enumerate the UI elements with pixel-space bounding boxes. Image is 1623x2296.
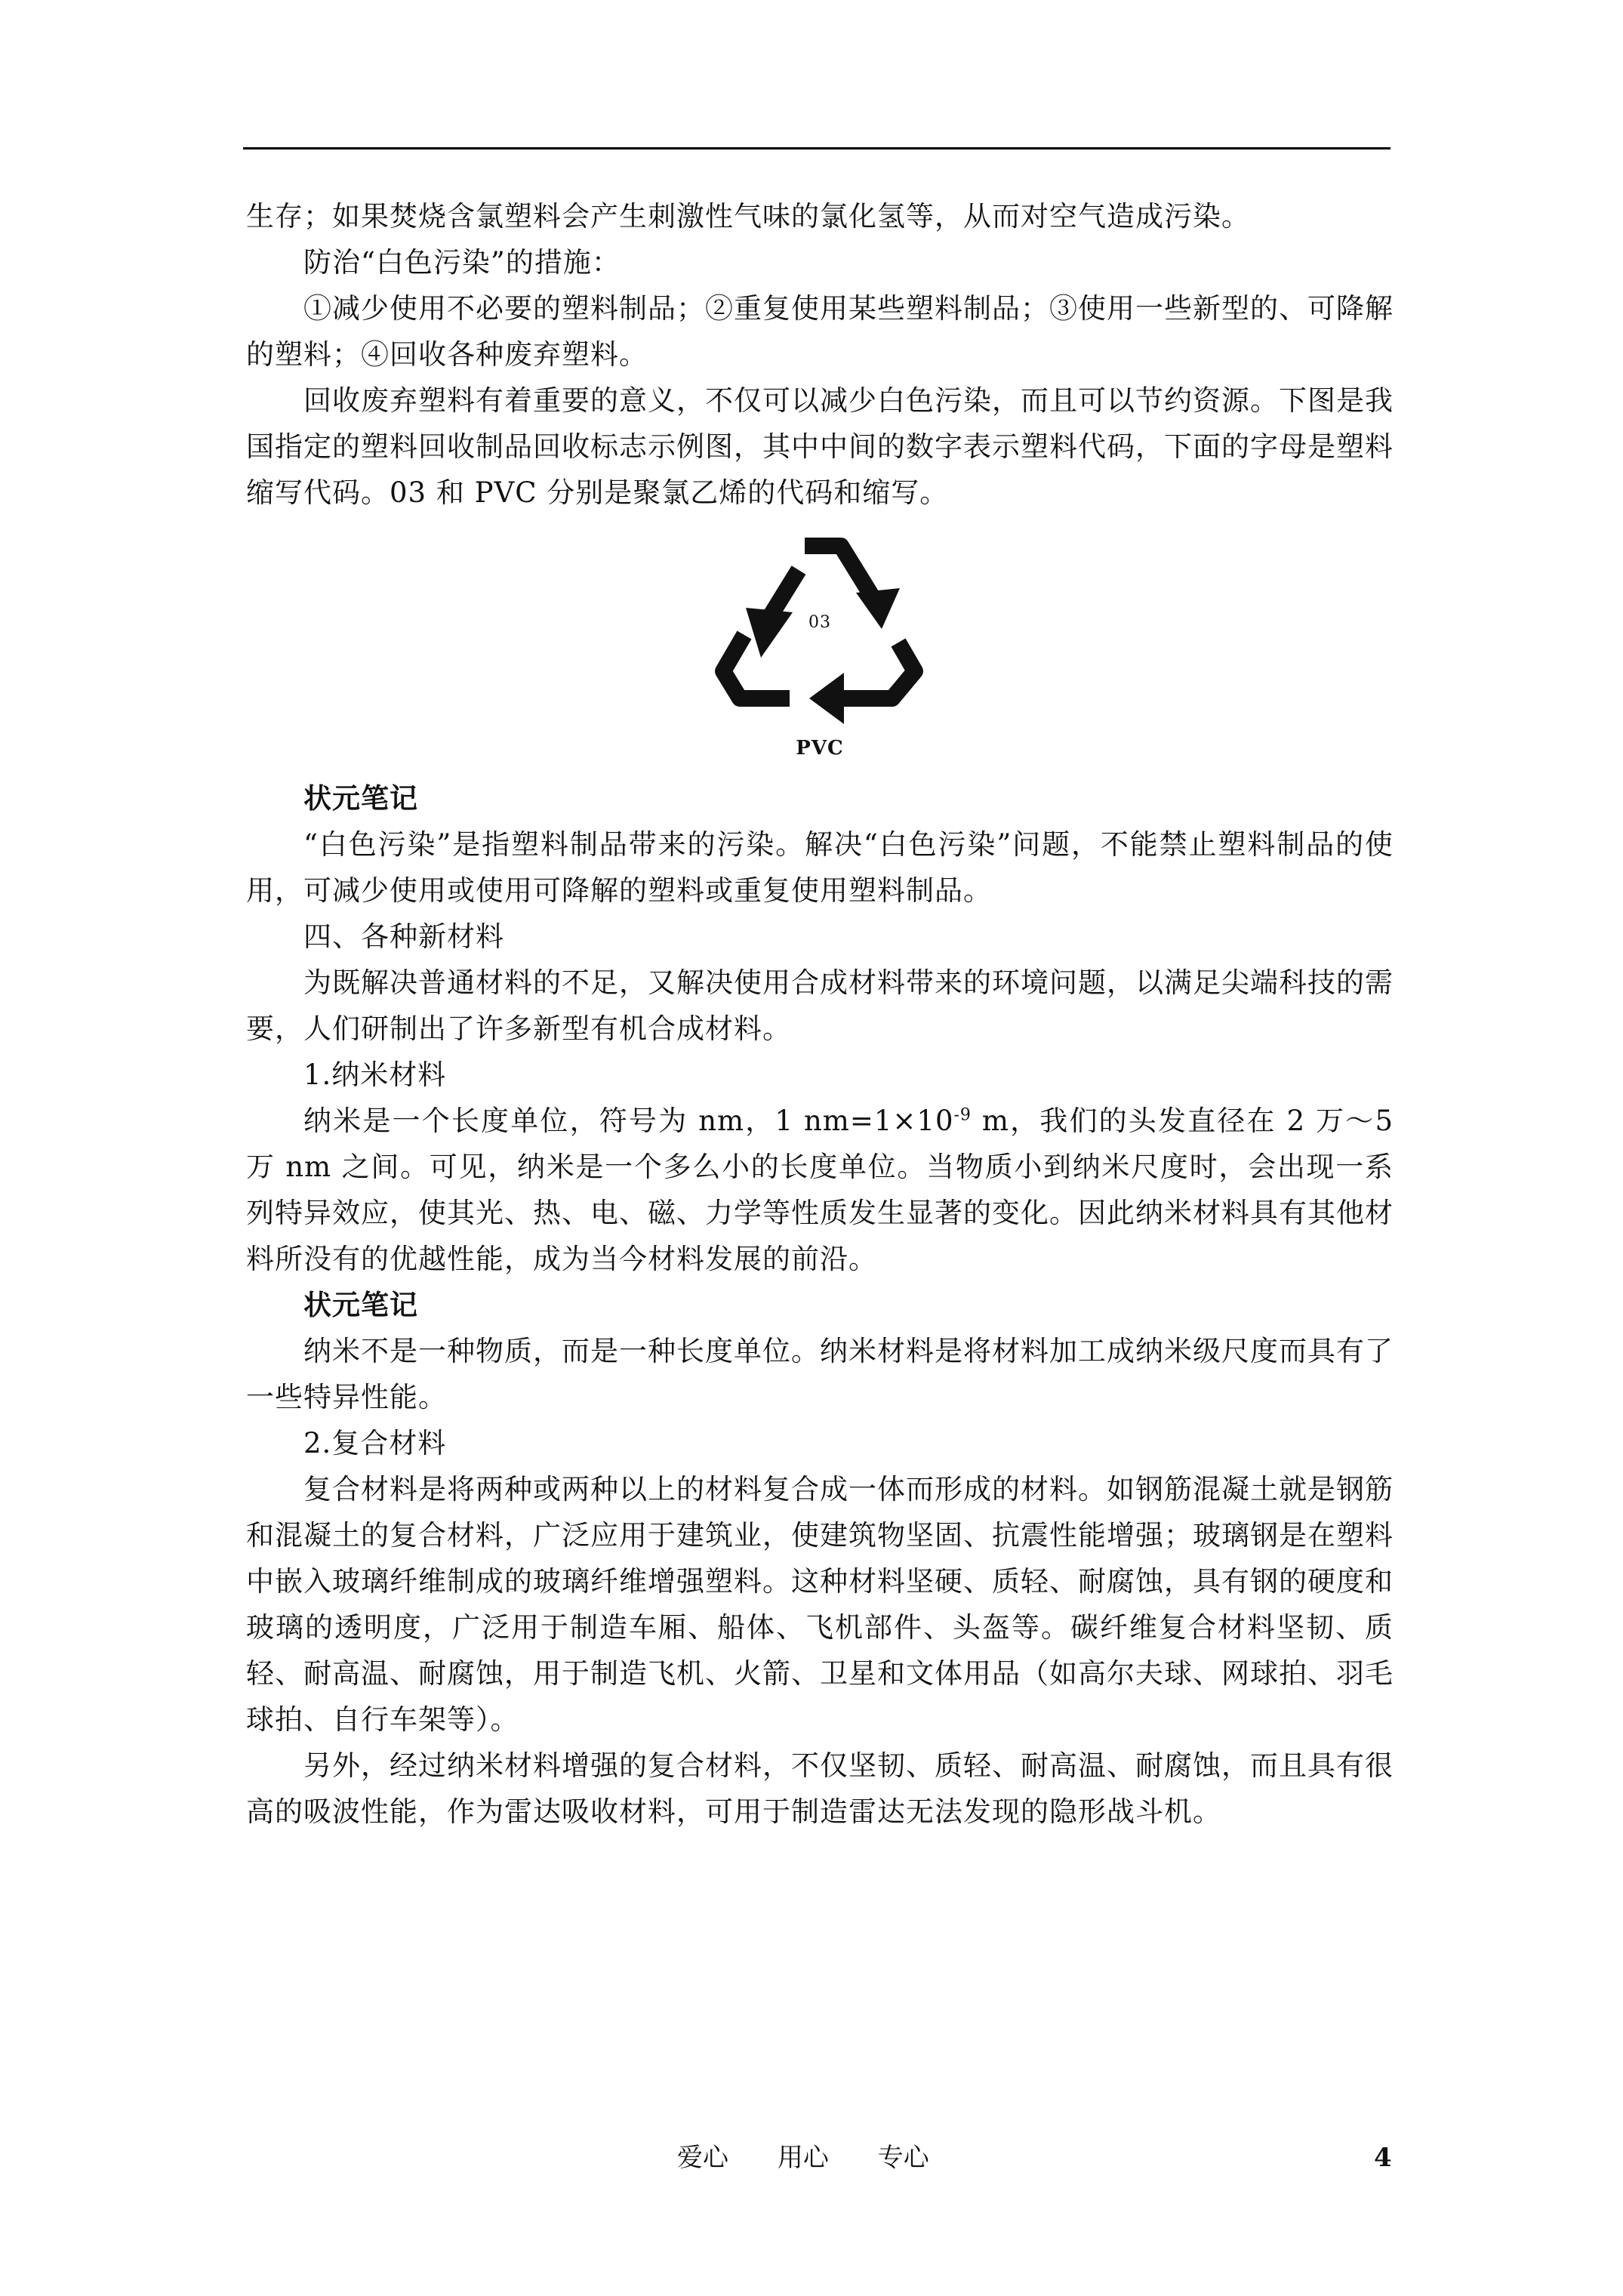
- paragraph-measures-heading: 防治“白色污染”的措施：: [303, 246, 621, 279]
- paragraph-continued: 生存；如果焚烧含氯塑料会产生刺激性气味的氯化氢等，从而对空气造成污染。: [246, 200, 1250, 233]
- composite-heading: 2.复合材料: [303, 1427, 447, 1459]
- note-text: “白色污染”是指塑料制品带来的污染。解决“白色污染”问题，不能禁止塑料制品的使用，可减少使用或使用可降解的塑料或重复使用塑料制品。: [246, 828, 1394, 907]
- note-text: 纳米不是一种物质，而是一种长度单位。纳米材料是将材料加工成纳米级尺度而具有了一些特异性能。: [246, 1335, 1394, 1413]
- recycling-figure: [246, 516, 1394, 775]
- composite-paragraph: 复合材料是将两种或两种以上的材料复合成一体而形成的材料。如钢筋混凝土就是钢筋和混凝土的复合材料，广泛应用于建筑业，使建筑物坚固、抗震性能增强；玻璃钢是在塑料中嵌入玻璃纤维制成的玻璃纤维增强塑料。这种材料坚硬、质轻、耐腐蚀，具有钢的硬度和玻璃的透明度，广泛用于制造车厢、船体、飞机部件、头盔等。碳纤维复合材料坚韧、质轻、耐高温、耐腐蚀，用于制造飞机、火箭、卫星和文体用品（如高尔夫球、网球拍、羽毛球拍、自行车架等）。: [246, 1473, 1394, 1736]
- plastic-abbr: PVC: [796, 737, 844, 760]
- page-number: 4: [1374, 2143, 1392, 2173]
- section-heading: 四、各种新材料: [303, 920, 504, 953]
- nano-exponent: -9: [953, 1105, 972, 1125]
- paragraph-measures-list: ①减少使用不必要的塑料制品；②重复使用某些塑料制品；③使用一些新型的、可降解的塑料；④回收各种废弃塑料。: [246, 292, 1394, 371]
- header-rule: [243, 147, 1390, 149]
- recycling-triangle-icon: [714, 523, 925, 765]
- nano-text-part1: 纳米是一个长度单位，符号为 nm，1 nm=1×10: [303, 1105, 954, 1137]
- nano-paragraph: [246, 1098, 1394, 1282]
- nano-text-part2: m，我们的头发直径在 2 万～5 万 nm 之间。可见，纳米是一个多么小的长度单位。当物质小到纳米尺度时，会出现一系列特异效应，使其光、热、电、磁、力学等性质发生显著的变化。因此纳米材料具有其他材料所没有的优越性能，成为当今材料发展的前沿。: [246, 1105, 1394, 1275]
- note-title: 状元笔记: [303, 781, 418, 815]
- nano-heading: 1.纳米材料: [303, 1059, 447, 1091]
- plastic-code: 03: [808, 613, 831, 632]
- footer-motto: 爱心 用心 专心: [677, 2143, 929, 2173]
- page-content: [246, 193, 1394, 1835]
- paragraph-recycling: 回收废弃塑料有着重要的意义，不仅可以减少白色污染，而且可以节约资源。下图是我国指定的塑料回收制品回收标志示例图，其中中间的数字表示塑料代码，下面的字母是塑料缩写代码。03 和 PVC 分别是聚氯乙烯的代码和缩写。: [246, 384, 1394, 509]
- section-intro: 为既解决普通材料的不足，又解决使用合成材料带来的环境问题，以满足尖端科技的需要，人们研制出了许多新型有机合成材料。: [246, 966, 1394, 1045]
- composite-extra-paragraph: 另外，经过纳米材料增强的复合材料，不仅坚韧、质轻、耐高温、耐腐蚀，而且具有很高的吸波性能，作为雷达吸收材料，可用于制造雷达无法发现的隐形战斗机。: [246, 1749, 1394, 1828]
- note-title: 状元笔记: [303, 1288, 418, 1321]
